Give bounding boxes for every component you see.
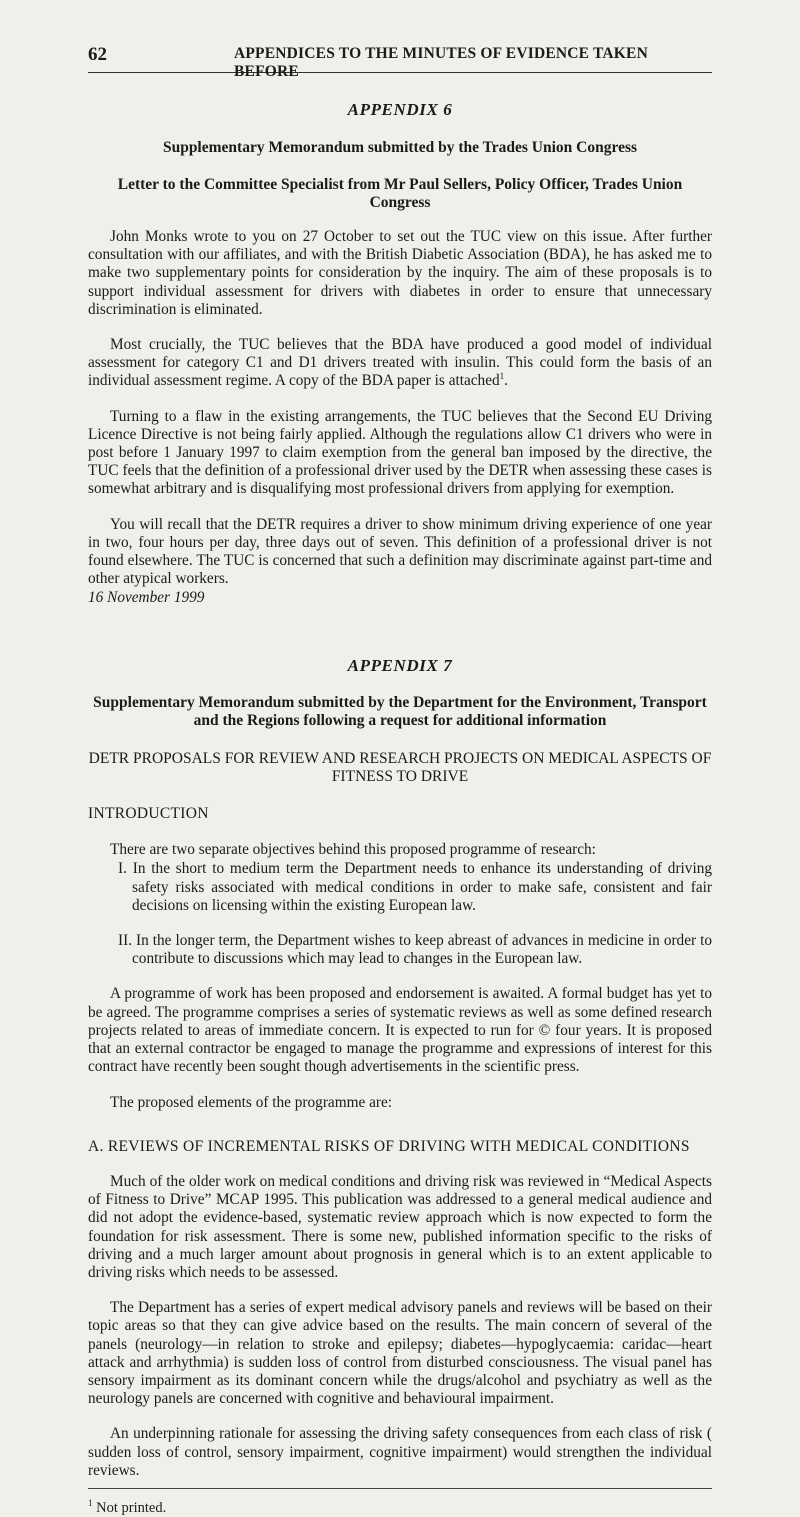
footnote-reference: 1 xyxy=(499,371,505,382)
appendix-6-heading: APPENDIX 6 xyxy=(347,100,453,119)
running-head xyxy=(88,44,712,80)
appendix-6-date: 16 November 1999 xyxy=(88,589,205,607)
introduction-paragraph: There are two separate objectives behind this proposed programme of research: xyxy=(110,841,596,859)
appendix-7-paragraph-1: A programme of work has been proposed and endorsement is awaited. A formal budget has yet to be agreed. The programme comprises a series of systematic reviews as well as some defined research projects related to areas of immediate concern. It is expected to run for © four years. It is proposed that an external contractor be engaged to manage the programme and expressions of interest for this contract have recently been sought though advertisements in the scientific press. xyxy=(88,985,712,1076)
appendix-6-memo-title: Supplementary Memorandum submitted by the Trades Union Congress xyxy=(162,139,638,156)
appendix-6-paragraph-1: John Monks wrote to you on 27 October to set out the TUC view on this issue. After further consultation with our affiliates, and with the British Diabetic Association (BDA), he has asked me to make two supplementary points for consideration by the inquiry. The aim of these proposals is to support individual assessment for drivers with diabetes in order to ensure that unnecessary discrimination is eliminated. xyxy=(88,228,712,318)
section-a-heading: A. REVIEWS OF INCREMENTAL RISKS OF DRIVING WITH MEDICAL CONDITIONS xyxy=(88,1137,690,1155)
footnote xyxy=(88,1499,712,1517)
appendix-6-letter-title: Letter to the Committee Specialist from Mr Paul Sellers, Policy Officer, Trades Union Congress xyxy=(117,176,683,211)
objectives-list xyxy=(88,860,712,968)
appendix-7-memo-title: Supplementary Memorandum submitted by the Department for the Environment, Transport and the Regions following a request for additional information xyxy=(93,693,707,729)
appendix-7-paragraph-2: The proposed elements of the programme are: xyxy=(110,1093,393,1111)
page xyxy=(88,44,712,1517)
footnote-rule xyxy=(88,1488,712,1489)
footnote-marker: 1 xyxy=(88,1498,93,1509)
page-number: 62 xyxy=(88,44,107,65)
introduction-heading: INTRODUCTION xyxy=(88,805,209,823)
appendix-6-paragraph-2 xyxy=(88,336,712,391)
section-a-paragraph-3: An underpinning rationale for assessing the driving safety consequences from each class of risk ( sudden loss of control, sensory impairment, cognitive impairment) would strengthen the individual reviews. xyxy=(88,1425,712,1479)
appendix-6-paragraph-2-end: . xyxy=(504,372,508,390)
proposals-title: DETR PROPOSALS FOR REVIEW AND RESEARCH PROJECTS ON MEDICAL ASPECTS OF FITNESS TO DRIVE xyxy=(88,749,712,785)
appendix-7-heading: APPENDIX 7 xyxy=(347,655,453,675)
section-a-paragraph-1: Much of the older work on medical conditions and driving risk was reviewed in “Medical Aspects of Fitness to Drive” MCAP 1995. This publication was addressed to a general medical audience and did not adopt the evidence-based, systematic review approach which is now expected to form the foundation for risk assessment. There is some new, published information specific to the risks of driving and a much larger amount about prognosis in general which is to an extent applicable to driving risks which needs to be assessed. xyxy=(88,1172,712,1281)
footnote-text: Not printed. xyxy=(96,1499,167,1516)
appendix-6-paragraph-4: You will recall that the DETR requires a driver to show minimum driving experience of one year in two, four hours per day, three days out of seven. This definition of a professional driver is not found elsewhere. The TUC is concerned that such a definition may discriminate against part-time and other atypical workers. xyxy=(88,515,712,588)
running-title: APPENDICES TO THE MINUTES OF EVIDENCE TAKEN BEFORE xyxy=(234,45,648,80)
objective-item-2: II. In the longer term, the Department wishes to keep abreast of advances in medicine in order to contribute to discussions which may lead to changes in the European law. xyxy=(118,932,712,968)
objective-item-1: I. In the short to medium term the Department needs to enhance its understanding of driving safety risks associated with medical conditions in order to make safe, consistent and fair decisions on licensing within the existing European law. xyxy=(118,860,712,914)
section-a-paragraph-2: The Department has a series of expert medical advisory panels and reviews will be based on their topic areas so that they can give advice based on the results. The main concern of several of the panels (neurology—in relation to stroke and epilepsy; diabetes—hypoglycaemia: caridac—heart attack and arrhythmia) is sudden loss of control from disturbed consciousness. The visual panel has sensory impairment as its dominant concern while the drugs/alcohol and psychiatry as well as the neurology panels are concerned with cognitive and behavioural impairment. xyxy=(88,1299,712,1408)
appendix-6-paragraph-3: Turning to a flaw in the existing arrangements, the TUC believes that the Second EU Driving Licence Directive is not being fairly applied. Although the regulations allow C1 drivers who were in post before 1 January 1997 to claim exemption from the general ban imposed by the directive, the TUC feels that the definition of a professional driver used by the DETR when assessing these cases is somewhat arbitrary and is disqualifying most professional drivers from applying for exemption. xyxy=(88,407,712,498)
appendix-6-paragraph-2-text: Most crucially, the TUC believes that the BDA have produced a good model of individual assessment for category C1 and D1 drivers treated with insulin. This could form the basis of an individual assessment regime. A copy of the BDA paper is attached xyxy=(88,336,712,390)
